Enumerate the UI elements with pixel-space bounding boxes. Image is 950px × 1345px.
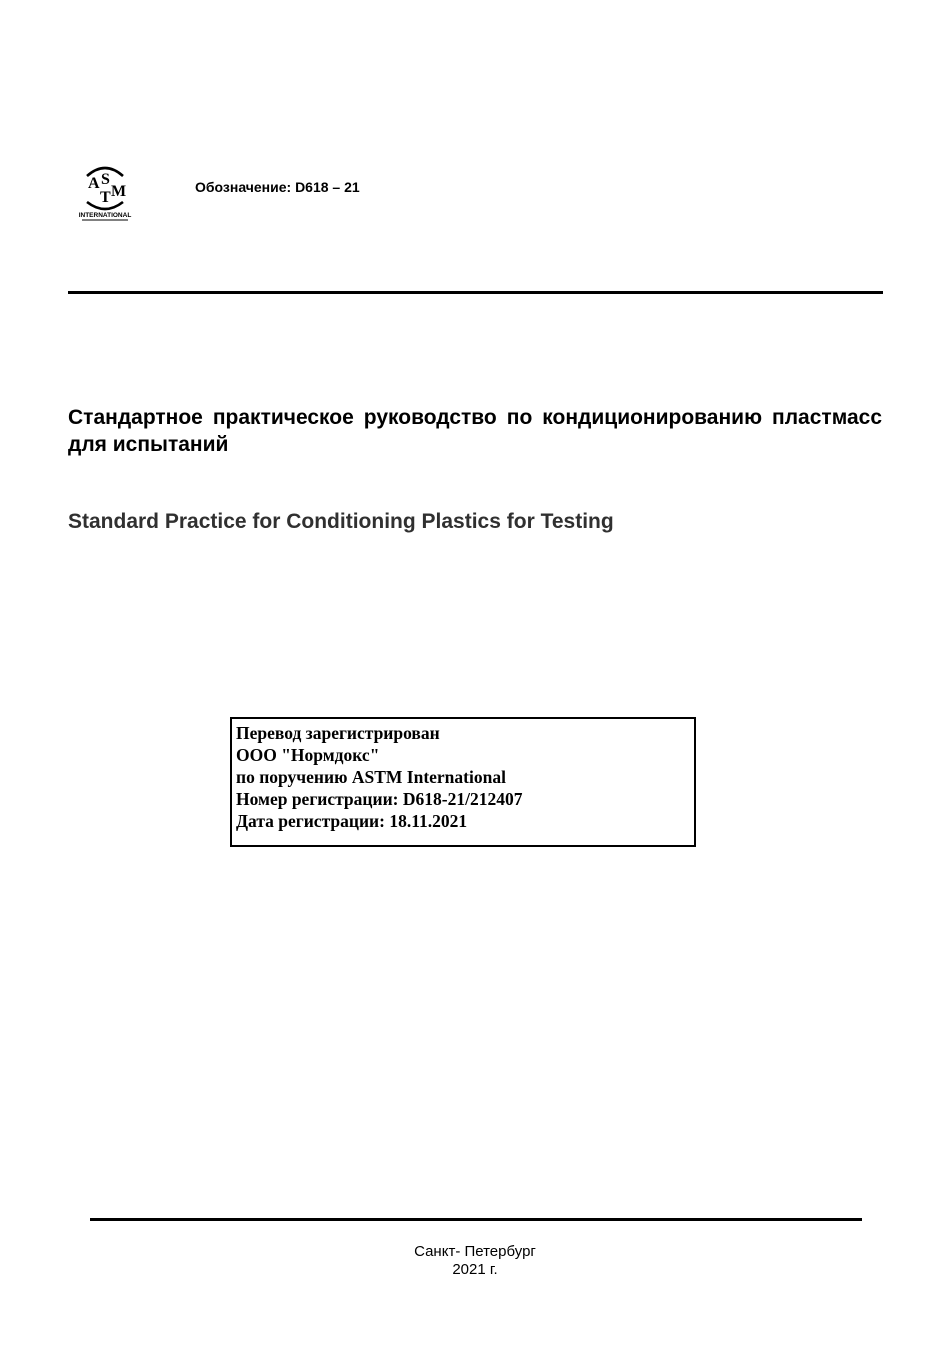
svg-text:S: S [101, 171, 110, 188]
top-divider [68, 291, 883, 294]
registration-box [230, 717, 696, 847]
registration-line: ООО "Нормдокс" [236, 745, 380, 765]
registration-line: по поручению ASTM International [236, 767, 506, 787]
footer [375, 1243, 575, 1279]
astm-logo-icon [78, 164, 132, 222]
registration-line: Дата регистрации: 18.11.2021 [236, 811, 468, 831]
svg-text:A: A [88, 175, 100, 192]
footer-city: Санкт- Петербург [414, 1243, 536, 1260]
svg-text:M: M [111, 183, 127, 200]
logo-text: INTERNATIONAL [78, 212, 132, 219]
footer-year: 2021 г. [452, 1261, 498, 1278]
title-russian: Стандартное практическое руководство по кондиционированию пластмасс для испытаний [68, 406, 882, 456]
title-english: Standard Practice for Conditioning Plastics for Testing [68, 510, 614, 533]
registration-line: Номер регистрации: D618-21/212407 [236, 789, 523, 809]
designation: Обозначение: D618 – 21 [195, 179, 360, 195]
registration-line: Перевод зарегистрирован [236, 723, 440, 743]
bottom-divider [90, 1218, 862, 1221]
svg-text:T: T [100, 189, 111, 206]
